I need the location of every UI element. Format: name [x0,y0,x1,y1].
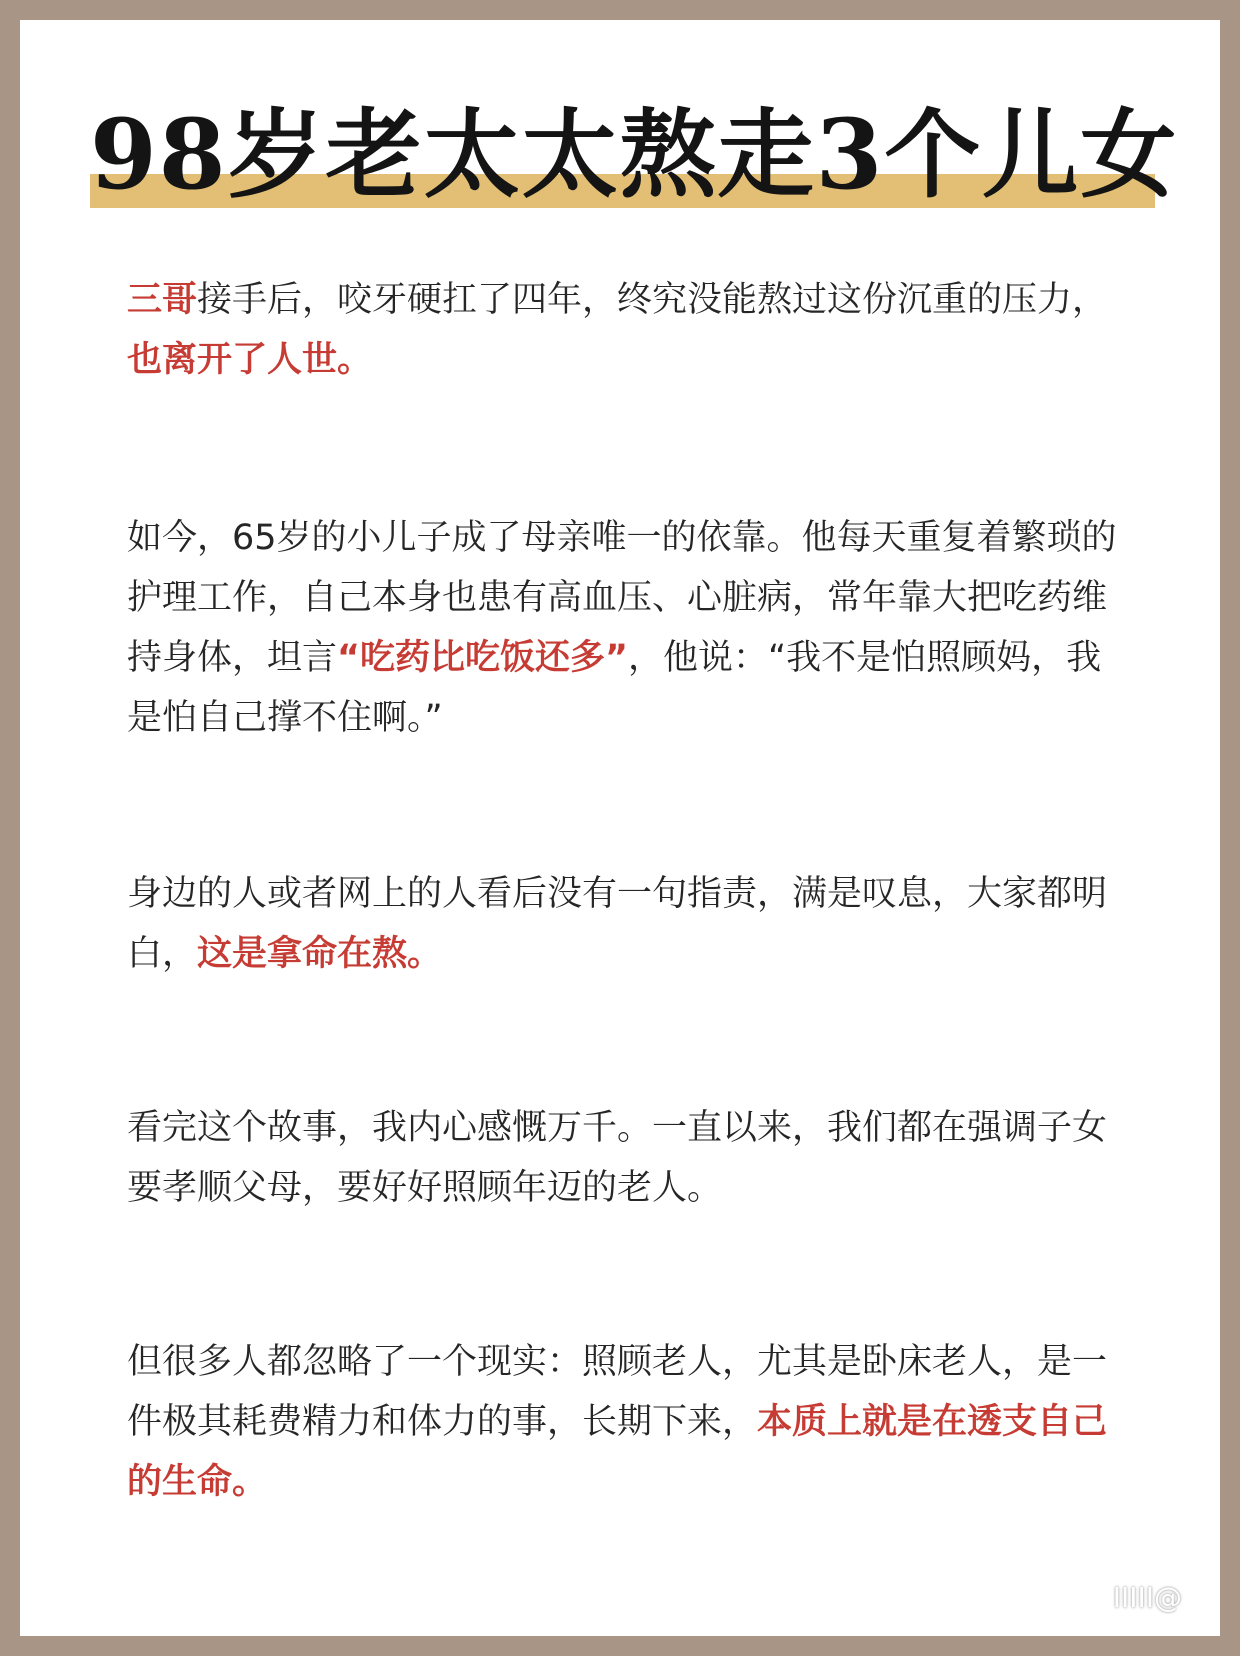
highlight-text: 三哥 [127,280,198,320]
body-text: 接手后，咬牙硬扛了四年，终究没能熬过这份沉重的压力， [197,280,1108,320]
body-text: 看完这个故事，我内心感慨万千。一直以来，我们都在强调子女要孝顺父母，要好好照顾年迈的老人。 [127,1108,1108,1208]
article-card [20,20,1220,1636]
paragraph-5 [127,1332,1122,1512]
watermark [1113,1581,1182,1614]
highlight-text: 这是拿命在熬。 [197,934,443,974]
highlight-text: “吃药比吃饭还多” [337,638,629,678]
body-text: 如今，65岁的小儿子成了母亲唯一的依靠。他每天重复着繁琐的护理工作，自己本身也患有高血压、心脏病，常年靠大把吃药维持身体，坦言 [127,518,1117,678]
watermark-text: IIIII@ [1112,1581,1182,1614]
body-text: ，他说：“我不是怕照顾妈，我是怕自己撑不住啊。” [127,638,1102,738]
body-text: 但很多人都忽略了一个现实：照顾老人，尤其是卧床老人，是一件极其耗费精力和体力的事，长期下来， [127,1342,1108,1442]
body-text: 身边的人或者网上的人看后没有一句指责，满是叹息，大家都明白， [127,874,1108,974]
paragraph-2 [127,508,1122,748]
highlight-text: 本质上就是在透支自己的生命。 [127,1402,1108,1502]
title-block [90,98,1179,211]
paragraph-3 [127,864,1122,984]
paragraph-1 [127,270,1122,390]
highlight-text: 也离开了人世。 [127,340,373,380]
page-title: 98岁老太太熬走3个儿女 [90,98,1179,211]
paragraph-4 [127,1098,1122,1218]
